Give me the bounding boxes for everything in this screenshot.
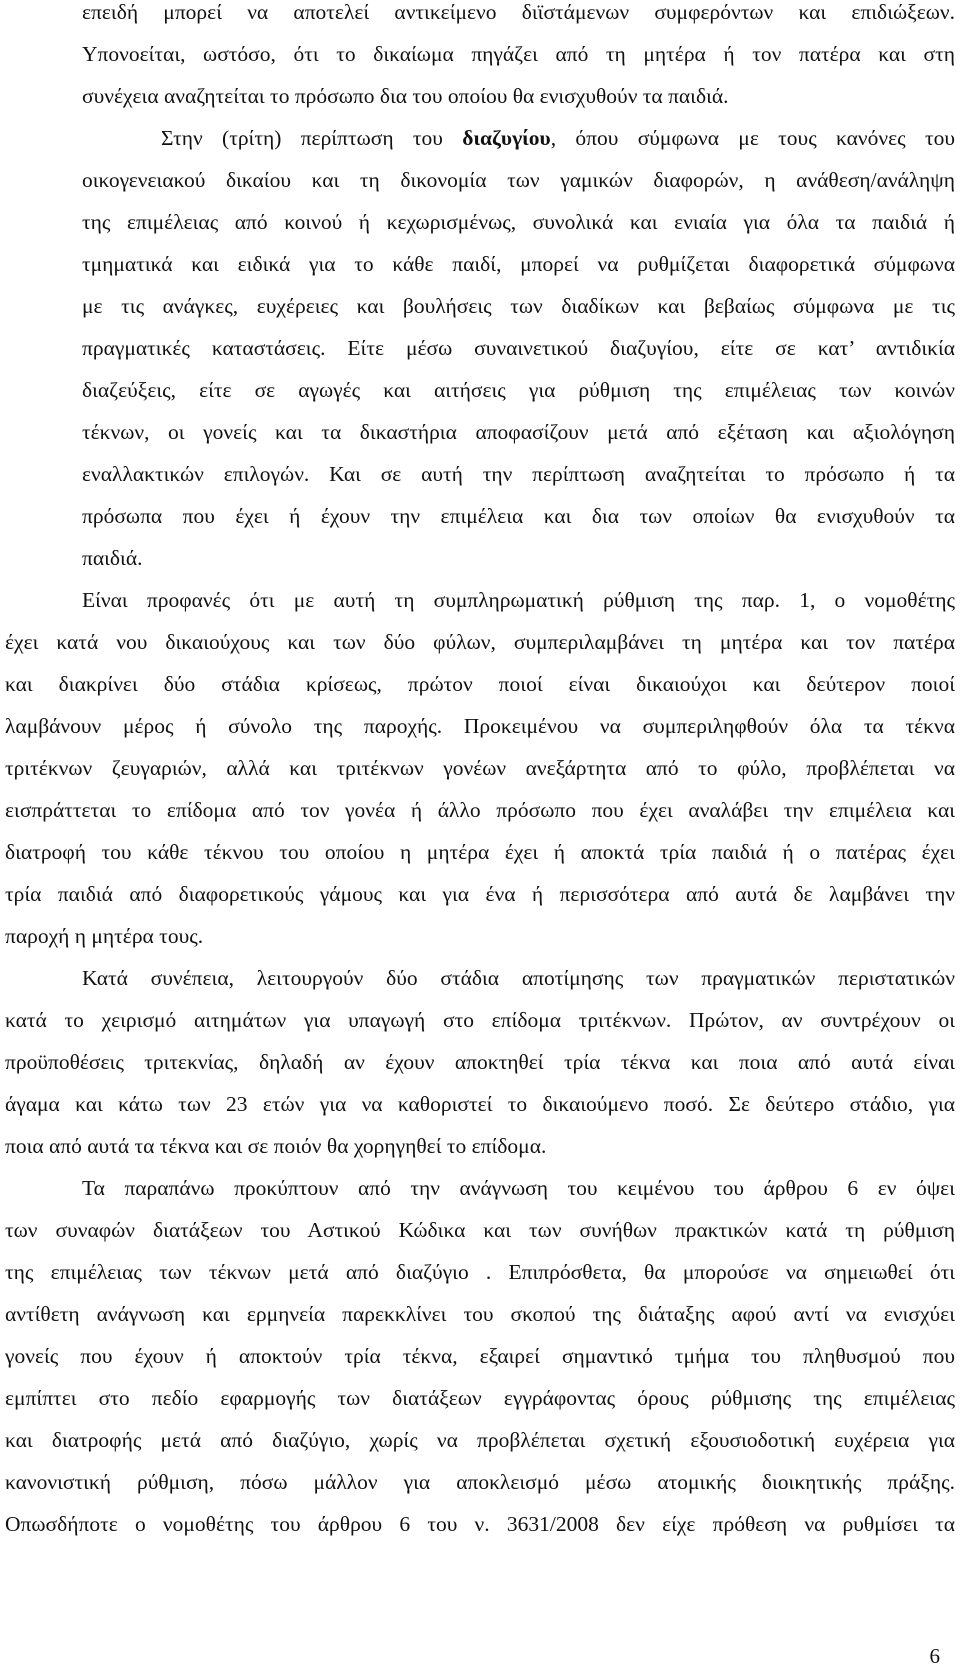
text-line: τριτέκνων ζευγαριών, αλλά και τριτέκνων γονέων ανεξάρτητα από το φύλο, προβλέπεται να bbox=[5, 756, 955, 780]
page-number: 6 bbox=[929, 1644, 940, 1668]
paragraph-first-line: Τα παραπάνω προκύπτουν από την ανάγνωση του κειμένου του άρθρου 6 εν όψει bbox=[82, 1176, 955, 1200]
bold-term: διαζυγίου bbox=[462, 126, 551, 150]
text-line: και διακρίνει δύο στάδια κρίσεως, πρώτον ποιοί είναι δικαιούχοι και δεύτερον ποιοί bbox=[5, 672, 955, 696]
text-line: διαζεύξεις, είτε σε αγωγές και αιτήσεις για ρύθμιση της επιμέλειας των κοινών bbox=[82, 378, 955, 402]
text-line: τρία παιδιά από διαφορετικούς γάμους και για ένα ή περισσότερα από αυτά δε λαμβάνει την bbox=[5, 882, 955, 906]
paragraph-first-line: Κατά συνέπεια, λειτουργούν δύο στάδια αποτίμησης των πραγματικών περιστατικών bbox=[82, 966, 955, 990]
text-line: επειδή μπορεί να αποτελεί αντικείμενο διϊστάμενων συμφερόντων και επιδιώξεων. bbox=[82, 0, 955, 24]
text-line: προϋποθέσεις τριτεκνίας, δηλαδή αν έχουν αποκτηθεί τρία τέκνα και ποια από αυτά είναι bbox=[5, 1050, 955, 1074]
text-line: οικογενειακού δικαίου και τη δικονομία των γαμικών διαφορών, η ανάθεση/ανάληψη bbox=[82, 168, 955, 192]
text-line: κανονιστική ρύθμιση, πόσω μάλλον για αποκλεισμό μέσω ατομικής διοικητικής πράξης. bbox=[5, 1470, 955, 1494]
text-line: παιδιά. bbox=[82, 546, 143, 570]
text-line: λαμβάνουν μέρος ή σύνολο της παροχής. Προκειμένου να συμπεριληφθούν όλα τα τέκνα bbox=[5, 714, 955, 738]
text-line: παροχή η μητέρα τους. bbox=[5, 924, 204, 948]
text-run: , όπου σύμφωνα με τους κανόνες του bbox=[550, 126, 956, 150]
paragraph-first-line bbox=[161, 126, 955, 150]
text-line: εμπίπτει στο πεδίο εφαρμογής των διατάξεων εγγράφοντας όρους ρύθμισης της επιμέλειας bbox=[5, 1386, 955, 1410]
paragraph-first-line: Είναι προφανές ότι με αυτή τη συμπληρωματική ρύθμιση της παρ. 1, ο νομοθέτης bbox=[82, 588, 955, 612]
text-line: εναλλακτικών επιλογών. Και σε αυτή την περίπτωση αναζητείται το πρόσωπο ή τα bbox=[82, 462, 955, 486]
text-line: έχει κατά νου δικαιούχους και των δύο φύλων, συμπεριλαμβάνει τη μητέρα και τον πατέρα bbox=[5, 630, 955, 654]
text-line: πραγματικές καταστάσεις. Είτε μέσω συναινετικού διαζυγίου, είτε σε κατ’ αντιδικία bbox=[82, 336, 955, 360]
text-line: των συναφών διατάξεων του Αστικού Κώδικα και των συνήθων πρακτικών κατά τη ρύθμιση bbox=[5, 1218, 955, 1242]
text-line: της επιμέλειας από κοινού ή κεχωρισμένως, συνολικά και ενιαία για όλα τα παιδιά ή bbox=[82, 210, 955, 234]
text-line: τέκνων, οι γονείς και τα δικαστήρια αποφασίζουν μετά από εξέταση και αξιολόγηση bbox=[82, 420, 955, 444]
text-line: τμηματικά και ειδικά για το κάθε παιδί, μπορεί να ρυθμίζεται διαφορετικά σύμφωνα bbox=[82, 252, 955, 276]
text-line: πρόσωπα που έχει ή έχουν την επιμέλεια και δια των οποίων θα ενισχυθούν τα bbox=[82, 504, 955, 528]
text-line: και διατροφής μετά από διαζύγιο, χωρίς να προβλέπεται σχετική εξουσιοδοτική ευχέρεια για bbox=[5, 1428, 955, 1452]
text-line: της επιμέλειας των τέκνων μετά από διαζύγιο . Επιπρόσθετα, θα μπορούσε να σημειωθεί ότι bbox=[5, 1260, 955, 1284]
text-line: Οπωσδήποτε ο νομοθέτης του άρθρου 6 του ν. 3631/2008 δεν είχε πρόθεση να ρυθμίσει τα bbox=[5, 1512, 955, 1536]
text-line: με τις ανάγκες, ευχέρειες και βουλήσεις των διαδίκων και βεβαίως σύμφωνα με τις bbox=[82, 294, 955, 318]
text-line: εισπράττεται το επίδομα από τον γονέα ή άλλο πρόσωπο που έχει αναλάβει την επιμέλεια και bbox=[5, 798, 955, 822]
text-line: αντίθετη ανάγνωση και ερμηνεία παρεκκλίνει του σκοπού της διάταξης αφού αντί να ενισχύει bbox=[5, 1302, 955, 1326]
text-line: κατά το χειρισμό αιτημάτων για υπαγωγή στο επίδομα τριτέκνων. Πρώτον, αν συντρέχουν οι bbox=[5, 1008, 955, 1032]
text-line: Υπονοείται, ωστόσο, ότι το δικαίωμα πηγάζει από τη μητέρα ή τον πατέρα και στη bbox=[82, 42, 955, 66]
text-line: διατροφή του κάθε τέκνου του οποίου η μητέρα έχει ή αποκτά τρία παιδιά ή ο πατέρας έχει bbox=[5, 840, 955, 864]
text-line: ποια από αυτά τα τέκνα και σε ποιόν θα χορηγηθεί το επίδομα. bbox=[5, 1134, 547, 1158]
text-run: Στην (τρίτη) περίπτωση του bbox=[161, 126, 463, 150]
text-line: άγαμα και κάτω των 23 ετών για να καθοριστεί το δικαιούμενο ποσό. Σε δεύτερο στάδιο, για bbox=[5, 1092, 955, 1116]
text-line: γονείς που έχουν ή αποκτούν τρία τέκνα, εξαιρεί σημαντικό τμήμα του πληθυσμού που bbox=[5, 1344, 955, 1368]
text-line: συνέχεια αναζητείται το πρόσωπο δια του οποίου θα ενισχυθούν τα παιδιά. bbox=[82, 84, 729, 108]
